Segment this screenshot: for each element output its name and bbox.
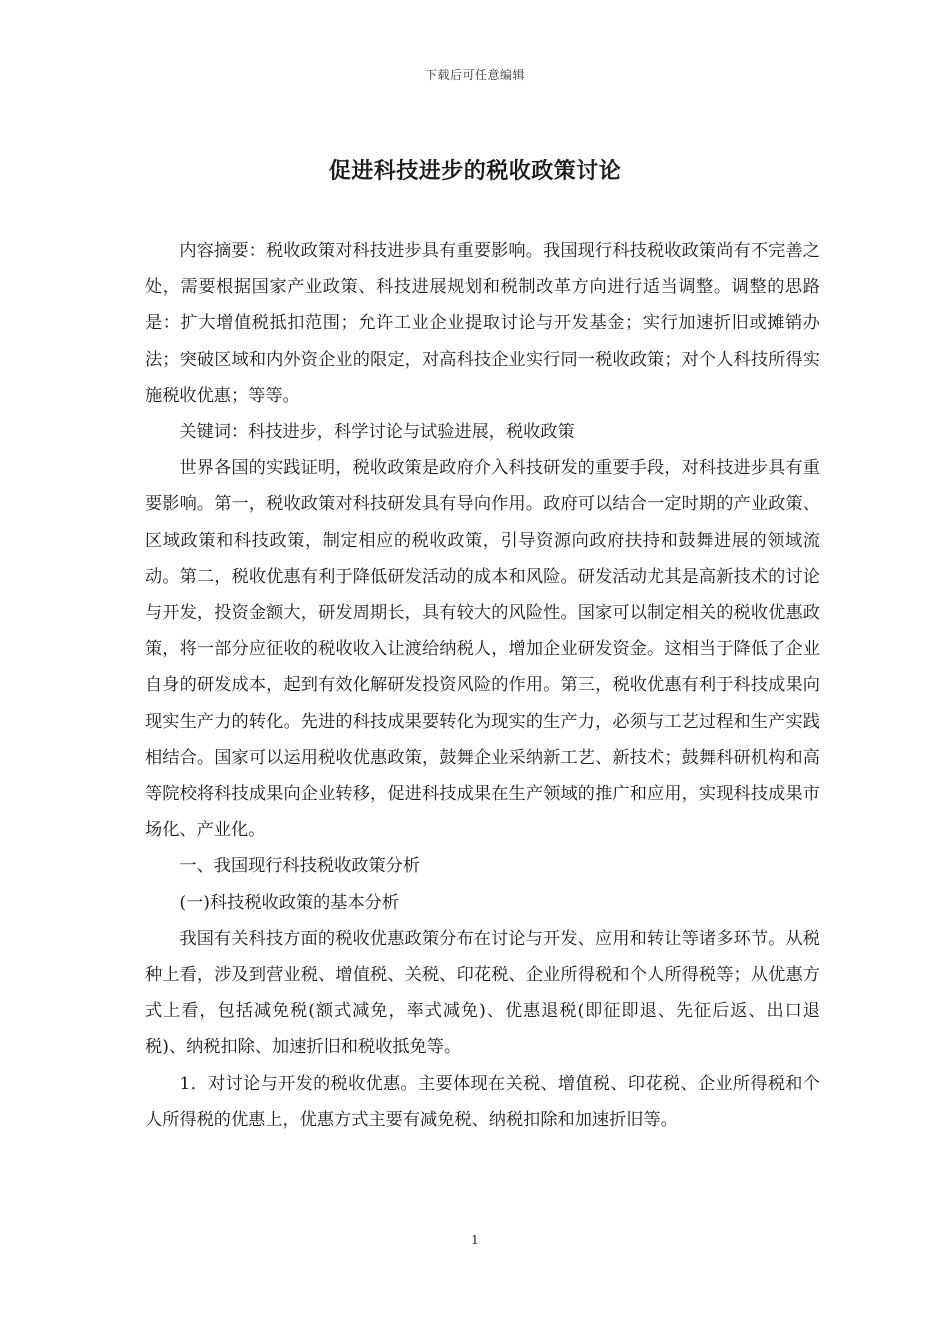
body-paragraph: 我国有关科技方面的税收优惠政策分布在讨论与开发、应用和转让等诸多环节。从税种上看，涉及到营业税、增值税、关税、印花税、企业所得税和个人所得税等；从优惠方式上看，包括减免税(额式减免，率式减免)、优惠退税(即征即退、先征后返、出口退税)、纳税扣除、加速折旧和税收抵免等。: [145, 928, 820, 1058]
intro-paragraph: 世界各国的实践证明，税收政策是政府介入科技研发的重要手段，对科技进步具有重要影响。第一，税收政策对科技研发具有导向作用。政府可以结合一定时期的产业政策、区域政策和科技政策，制定相应的税收政策，引导资源向政府扶持和鼓舞进展的领域流动。第二，税收优惠有利于降低研发活动的成本和风险。研发活动尤其是高新技术的讨论与开发，投资金额大，研发周期长，具有较大的风险性。国家可以制定相关的税收优惠政策，将一部分应征收的税收收入让渡给纳税人，增加企业研发资金。这相当于降低了企业自身的研发成本，起到有效化解研发投资风险的作用。第三，税收优惠有利于科技成果向现实生产力的转化。先进的科技成果要转化为现实的生产力，必须与工艺过程和生产实践相结合。国家可以运用税收优惠政策，鼓舞企业采纳新工艺、新技术；鼓舞科研机构和高等院校将科技成果向企业转移，促进科技成果在生产领域的推广和应用，实现科技成果市场化、产业化。: [145, 458, 820, 841]
page-number: 1: [471, 1233, 479, 1247]
abstract-paragraph: 内容摘要：税收政策对科技进步具有重要影响。我国现行科技税收政策尚有不完善之处，需要根据国家产业政策、科技进展规划和税制改革方向进行适当调整。调整的思路是：扩大增值税抵扣范围；允许工业企业提取讨论与开发基金；实行加速折旧或摊销办法；突破区域和内外资企业的限定，对高科技企业实行同一税收政策；对个人科技所得实施税收优惠；等等。: [145, 241, 820, 406]
keywords-paragraph: 关键词：科技进步，科学讨论与试验进展，税收政策: [179, 422, 575, 443]
section-heading: 一、我国现行科技税收政策分析: [179, 856, 421, 877]
body-paragraph: 1．对讨论与开发的税收优惠。主要体现在关税、增值税、印花税、企业所得税和个人所得税的优惠上，优惠方式主要有减免税、纳税扣除和加速折旧等。: [145, 1073, 820, 1130]
document-body: [145, 233, 820, 1138]
document-title: 促进科技进步的税收政策讨论: [328, 158, 622, 184]
subsection-heading: (一)科技税收政策的基本分析: [179, 892, 400, 913]
page-header: 下载后可任意编辑: [424, 68, 525, 82]
